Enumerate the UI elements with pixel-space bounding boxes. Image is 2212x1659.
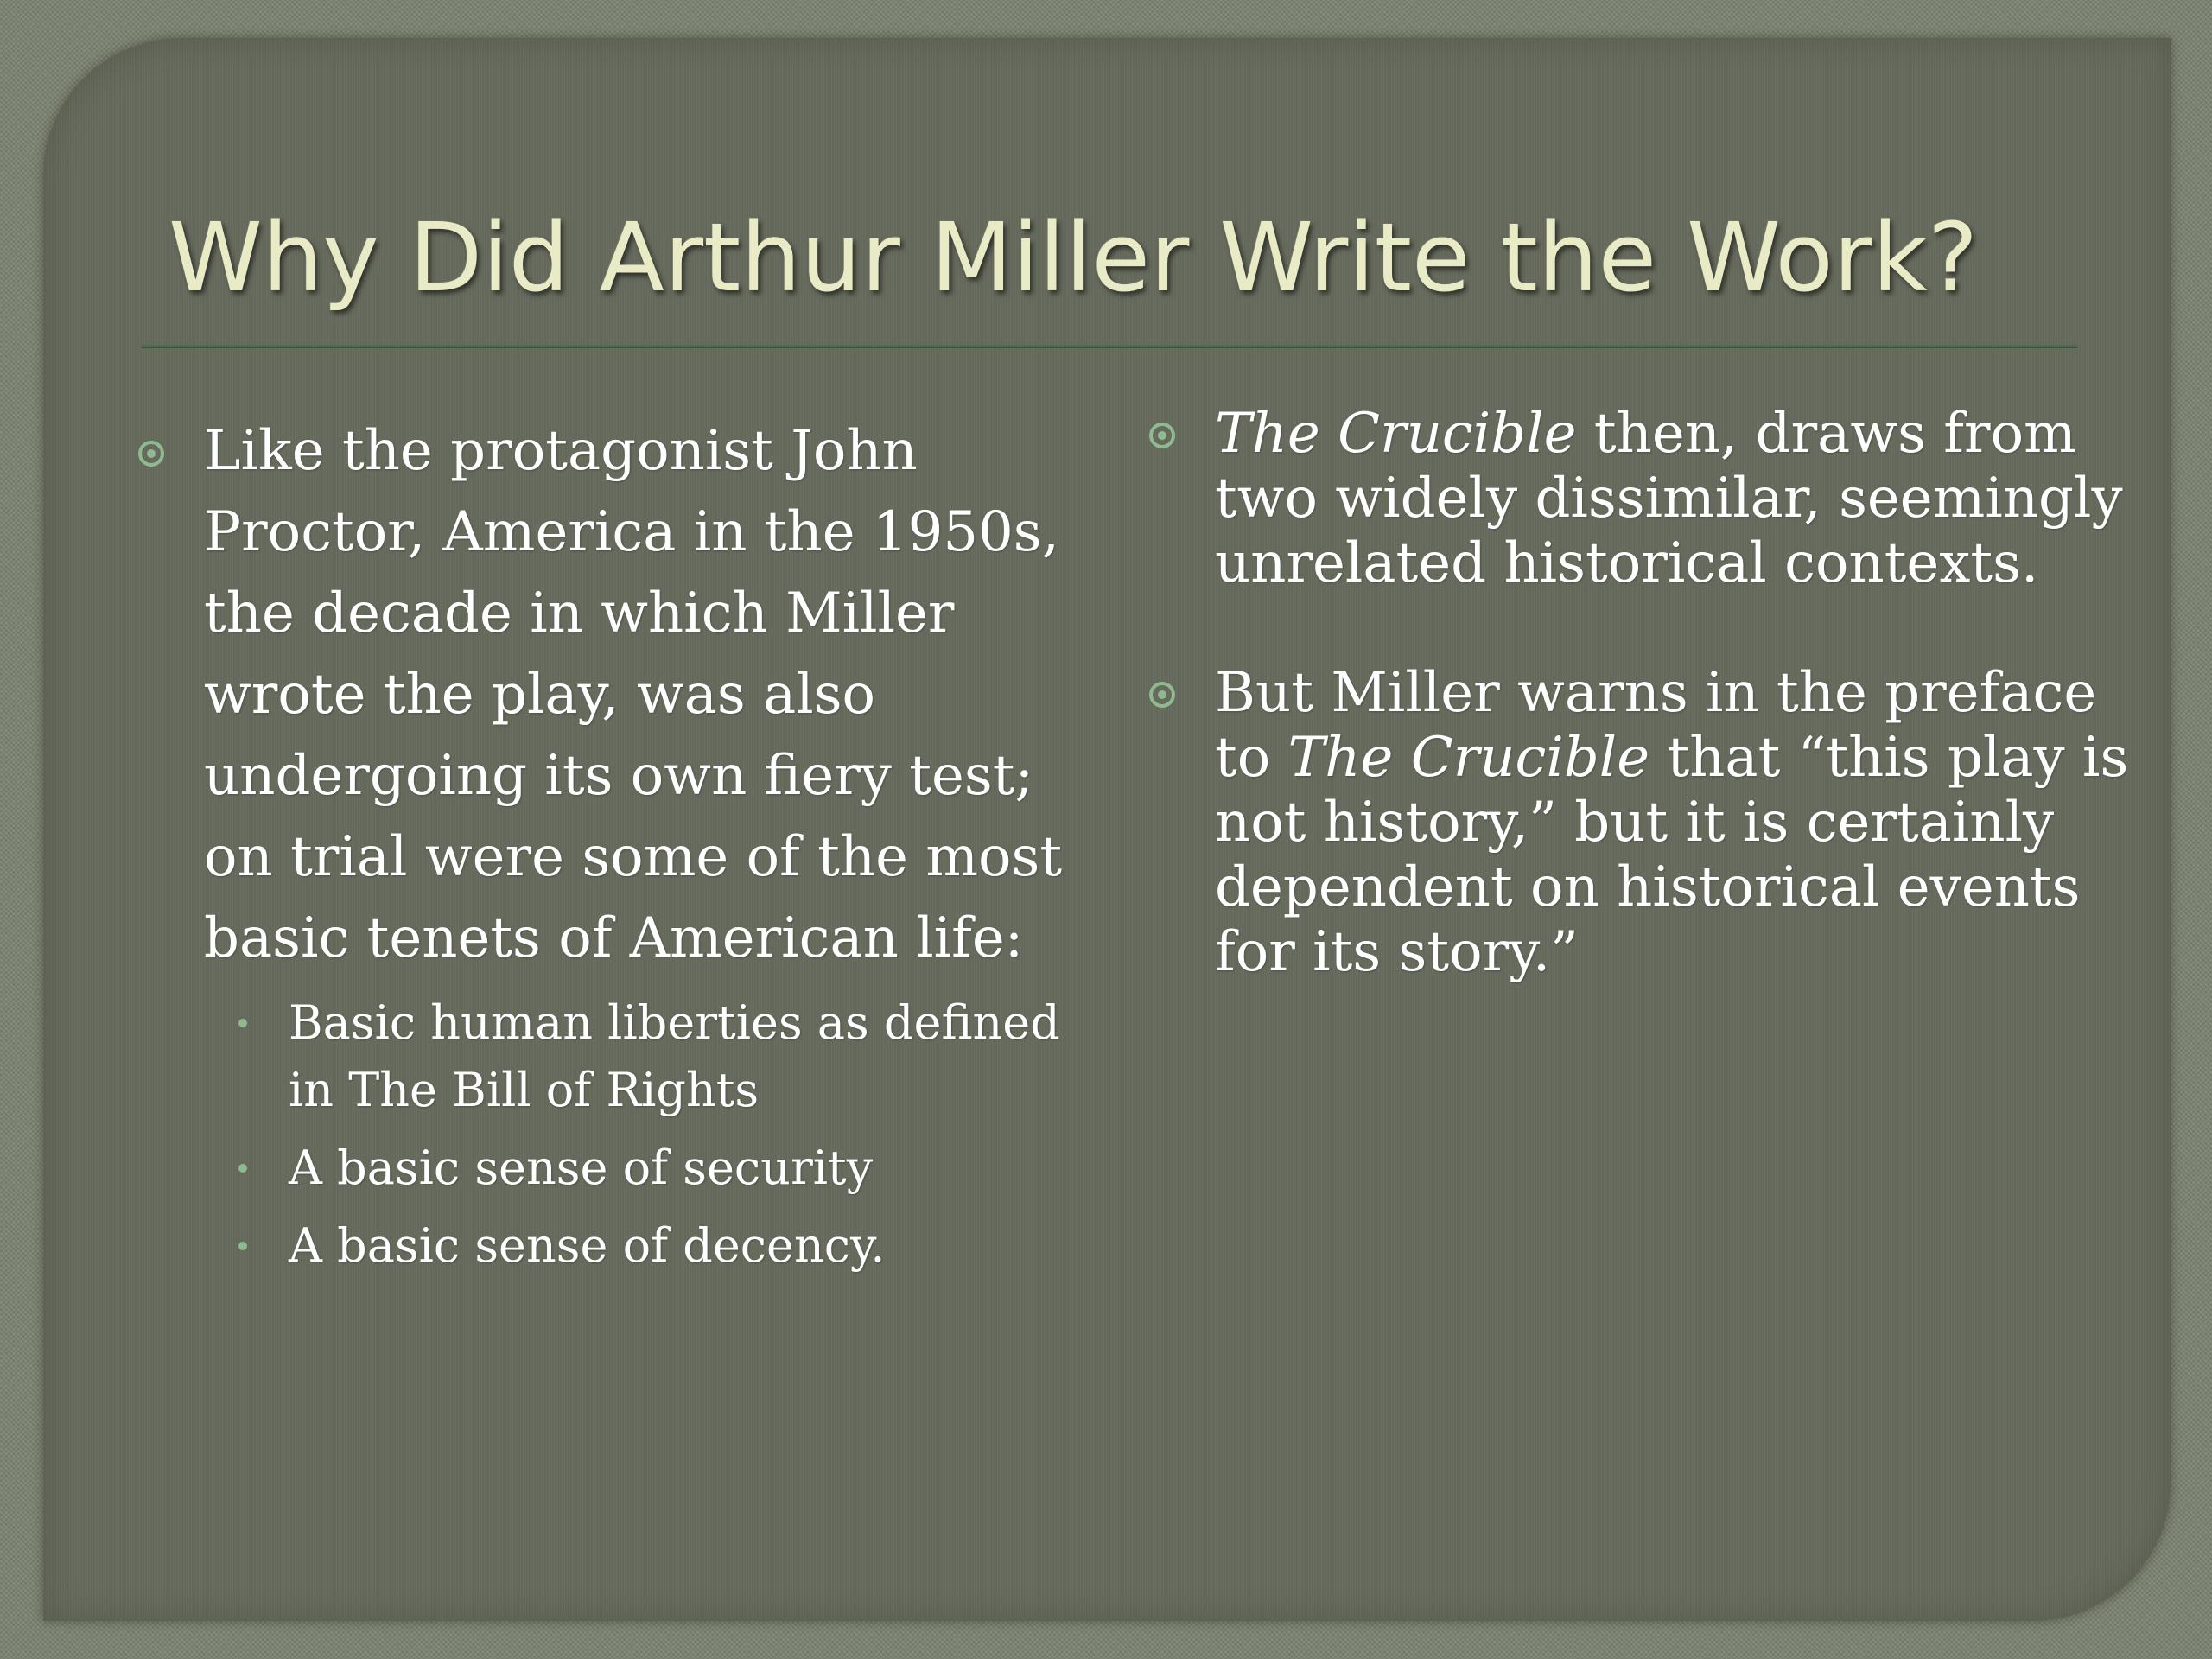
circle-dot-bullet-icon — [1149, 682, 1175, 708]
title-divider — [142, 345, 2077, 348]
dot-bullet-icon — [238, 1164, 247, 1173]
bullet-text: Like the protagonist John Proctor, America in the 1950s, the decade in which Miller wrote the play, was also undergoing its own fiery test; on trial were some of the most basic tenets of American life: — [204, 419, 1063, 970]
dot-bullet-icon — [238, 1242, 247, 1250]
sub-bullet-list — [130, 989, 1080, 1280]
slide-title: Why Did Arthur Miller Write the Work? — [168, 202, 1979, 313]
sub-bullet-item — [130, 1212, 1080, 1280]
sub-bullet-text: Basic human liberties as defined in The Bill of Rights — [289, 995, 1060, 1117]
bullet-text-tail: that “this play is not history,” but it is certainly dependent on historical events for its story.” — [1215, 726, 2129, 984]
circle-dot-bullet-icon — [1149, 423, 1175, 448]
circle-dot-bullet-icon — [138, 441, 164, 467]
left-column — [130, 410, 1080, 1280]
bullet-text — [1215, 402, 2134, 596]
sub-bullet-item — [130, 1135, 1080, 1202]
bullet-point — [130, 410, 1080, 979]
bullet-point — [1141, 661, 2134, 985]
italic-title: The Crucible — [1215, 402, 1577, 466]
italic-title: The Crucible — [1287, 726, 1650, 790]
right-column — [1141, 402, 2134, 985]
sub-bullet-item — [130, 989, 1080, 1124]
bullet-point — [1141, 402, 2134, 596]
bullet-text-body: then, draws from two widely dissimilar, seemingly unrelated historical contexts. — [1215, 402, 2123, 595]
dot-bullet-icon — [238, 1019, 247, 1027]
bullet-text-lead: But Miller warns in the preface to — [1215, 661, 2097, 790]
sub-bullet-text: A basic sense of security — [289, 1141, 874, 1195]
bullet-text — [1215, 661, 2134, 985]
sub-bullet-text: A basic sense of decency. — [289, 1218, 886, 1273]
